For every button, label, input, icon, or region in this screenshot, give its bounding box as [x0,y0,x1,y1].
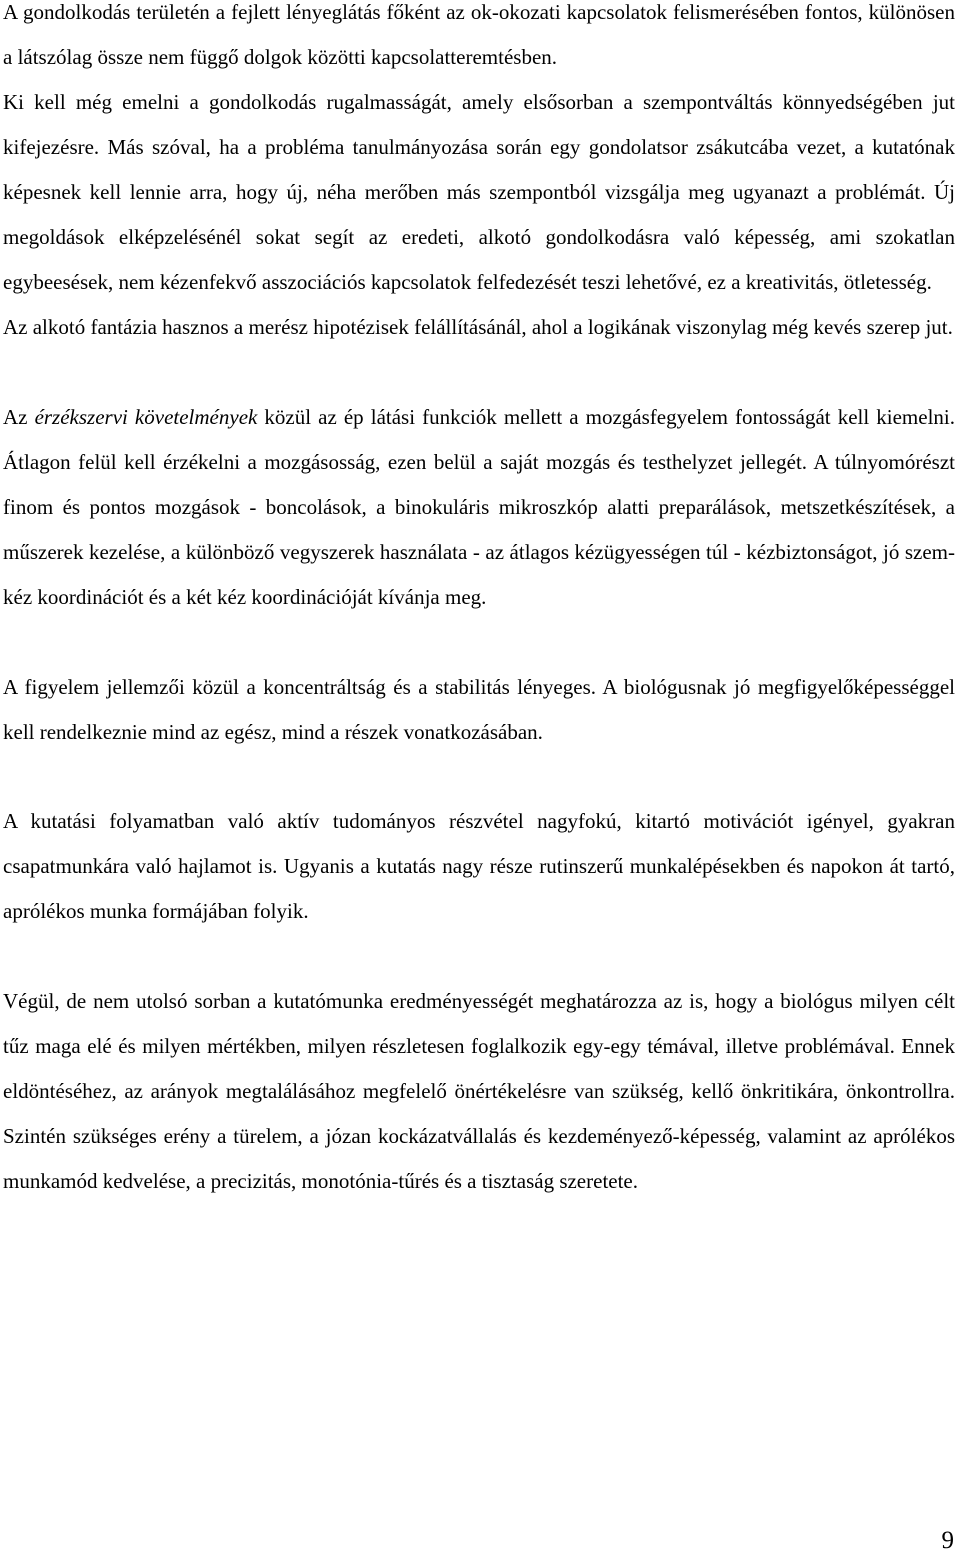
document-page [3,0,955,1204]
paragraph-attention: A figyelem jellemzői közül a koncentráltság és a stabilitás lényeges. A biológusnak jó megfigyelőképességgel kell rendelkeznie mind az egész, mind a részek vonatkozásában. [3,675,955,744]
paragraph-self-assessment: Végül, de nem utolsó sorban a kutatómunka eredményességét meghatározza az is, hogy a biológus milyen célt tűz maga elé és milyen mértékben, milyen részletesen foglalkozik egy-egy témával, illetve problémával. Ennek eldöntéséhez, az arányok megtalálásához megfelelő önértékelésre van szükség, kellő önkritikára, önkontrollra. Szintén szükséges erény a türelem, a józan kockázatvállalás és kezdeményező-képesség, valamint az aprólékos munkamód kedvelése, a precizitás, monotónia-tűrés és a tisztaság szeretete. [3,989,955,1193]
emphasized-term: érzékszervi követelmények [34,405,258,429]
paragraph-creative-fantasy: Az alkotó fantázia hasznos a merész hipotézisek felállításánál, ahol a logikának viszonylag még kevés szerep jut. [3,315,953,339]
paragraph-sensory-lead: Az [3,405,35,429]
paragraph-flexibility-creativity: Ki kell még emelni a gondolkodás rugalmasságát, amely elsősorban a szempontváltás könnyedségében jut kifejezésre. Más szóval, ha a probléma tanulmányozása során egy gondolatsor zsákutcába vezet, a kutatónak képesnek kell lennie arra, hogy új, néha merőben más szempontból vizsgálja meg ugyanazt a problémát. Új megoldások elképzelésénél sokat segít az eredeti, alkotó gondolkodásra való képesség, ami szokatlan egybeesések, nem kézenfekvő asszociációs kapcsolatok felfedezését teszi lehetővé, ez a kreativitás, ötletesség. [3,90,955,294]
paragraph-motivation: A kutatási folyamatban való aktív tudományos részvétel nagyfokú, kitartó motivációt igényel, gyakran csapatmunkára való hajlamot is. Ugyanis a kutatás nagy része rutinszerű munkalépésekben és napokon át tartó, aprólékos munka formájában folyik. [3,809,955,923]
paragraph-thinking-insight: A gondolkodás területén a fejlett lényeglátás főként az ok-okozati kapcsolatok felismerésében fontos, különösen a látszólag össze nem függő dolgok közötti kapcsolatteremtésben. [3,0,955,69]
paragraph-sensory-body: közül az ép látási funkciók mellett a mozgásfegyelem fontosságát kell kiemelni. Átlagon felül kell érzékelni a mozgásosság, ezen belül a saját mozgás és testhelyzet jellegét. A túlnyomórészt finom és pontos mozgások - boncolások, a binokuláris mikroszkóp alatti preparálások, metszetkészítések, a műszerek kezelése, a különböző vegyszerek használata - az átlagos kézügyességen túl - kézbiztonságot, jó szem-kéz koordinációt és a két kéz koordinációját kívánja meg. [3,405,955,609]
paragraph-sensory-requirements [3,395,955,620]
page-number: 9 [941,1527,954,1554]
